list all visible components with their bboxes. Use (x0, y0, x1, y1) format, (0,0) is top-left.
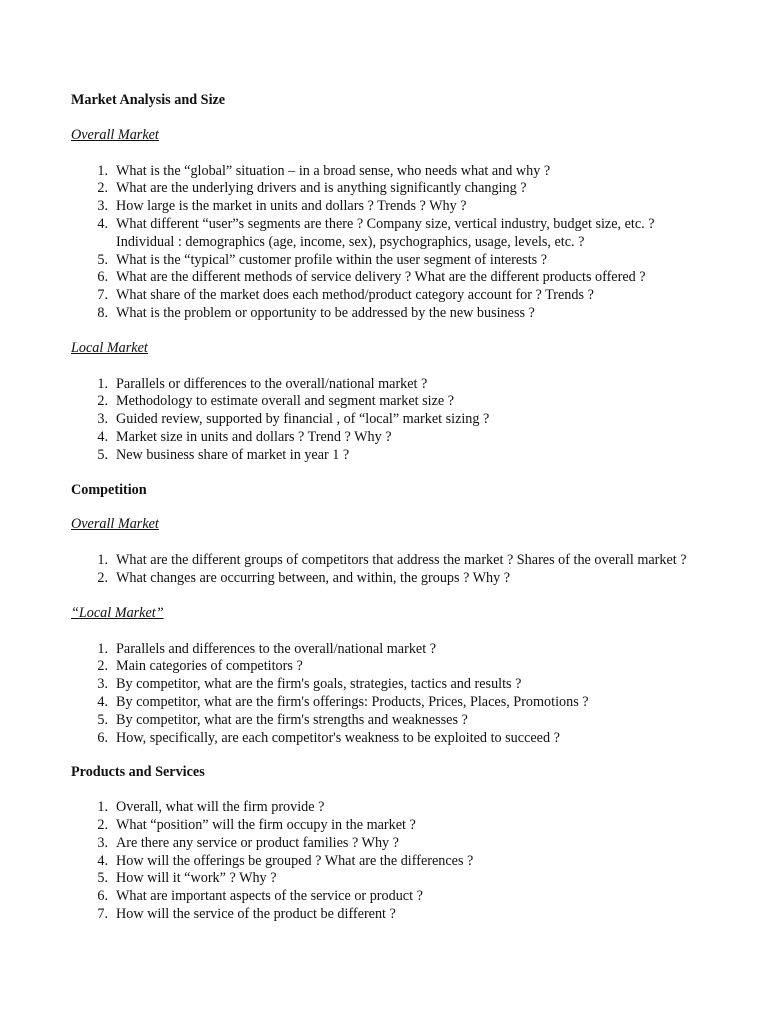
list-item-number: 6. (97, 888, 108, 905)
numbered-list (71, 163, 711, 323)
list-item-text: Are there any service or product families ? Why ? (116, 834, 399, 851)
list-item (71, 641, 711, 659)
list-item-text: What are the different methods of service delivery ? What are the different products offered ? (116, 269, 646, 286)
list-item (71, 429, 711, 447)
list-item-number: 7. (97, 905, 108, 922)
list-item (71, 163, 711, 181)
list-item-text: Parallels and differences to the overall/national market ? (116, 640, 437, 657)
list-item-text: How will it “work” ? Why ? (116, 870, 277, 887)
list-item-number: 1. (97, 799, 108, 816)
list-item-text: What are the different groups of competitors that address the market ? Shares of the overall market ? (116, 552, 687, 569)
list-item-number: 4. (97, 215, 108, 232)
list-item-number: 5. (97, 251, 108, 268)
list-item-text: What different “user”s segments are there ? Company size, vertical industry, budget size, etc. ? Individual : demographics (age, income, sex), psychographics, usage, levels, etc. ? (116, 215, 655, 250)
list-item (71, 552, 711, 570)
list-item-number: 2. (97, 180, 108, 197)
list-item-text: What share of the market does each method/product category account for ? Trends ? (116, 287, 594, 304)
list-item-number: 4. (97, 428, 108, 445)
section-heading: Competition (71, 481, 147, 498)
list-item (71, 570, 711, 588)
list-item (71, 906, 711, 924)
list-item-number: 4. (97, 852, 108, 869)
list-item-text: What are important aspects of the service or product ? (116, 888, 423, 905)
list-item (71, 658, 711, 676)
list-item-number: 2. (97, 393, 108, 410)
list-item-text: Guided review, supported by financial , of “local” market sizing ? (116, 411, 490, 428)
list-item-number: 3. (97, 676, 108, 693)
list-item (71, 694, 711, 712)
list-item (71, 393, 711, 411)
numbered-list (71, 376, 711, 465)
list-item (71, 411, 711, 429)
list-item-text: How will the offerings be grouped ? What are the differences ? (116, 852, 474, 869)
list-item (71, 447, 711, 465)
list-item-text: How will the service of the product be different ? (116, 905, 396, 922)
list-item-number: 3. (97, 411, 108, 428)
numbered-list (71, 799, 711, 924)
list-item-text: What is the “global” situation – in a broad sense, who needs what and why ? (116, 162, 551, 179)
subsection-heading: “Local Market” (71, 604, 164, 621)
list-item-number: 8. (97, 304, 108, 321)
subsection-heading: Overall Market (71, 126, 159, 143)
document-body (71, 92, 711, 941)
list-item-text: What “position” will the firm occupy in the market ? (116, 816, 416, 833)
list-item-text: Market size in units and dollars ? Trend ? Why ? (116, 428, 392, 445)
list-item-number: 2. (97, 816, 108, 833)
list-item (71, 799, 711, 817)
list-item (71, 305, 711, 323)
list-item (71, 730, 711, 748)
list-item (71, 252, 711, 270)
list-item-number: 3. (97, 198, 108, 215)
list-item-text: What is the problem or opportunity to be addressed by the new business ? (116, 304, 535, 321)
list-item-text: Parallels or differences to the overall/national market ? (116, 375, 428, 392)
list-item (71, 817, 711, 835)
list-item (71, 888, 711, 906)
list-item (71, 835, 711, 853)
list-item (71, 216, 711, 252)
list-item-number: 6. (97, 729, 108, 746)
list-item (71, 269, 711, 287)
list-item-text: What changes are occurring between, and within, the groups ? Why ? (116, 569, 511, 586)
numbered-list (71, 552, 711, 588)
list-item-number: 3. (97, 834, 108, 851)
list-item-text: By competitor, what are the firm's strengths and weaknesses ? (116, 711, 468, 728)
numbered-list (71, 641, 711, 748)
list-item-number: 4. (97, 693, 108, 710)
list-item-number: 1. (97, 375, 108, 392)
list-item (71, 180, 711, 198)
list-item (71, 198, 711, 216)
list-item-text: Overall, what will the firm provide ? (116, 799, 325, 816)
section-heading: Market Analysis and Size (71, 92, 226, 108)
list-item (71, 376, 711, 394)
list-item (71, 287, 711, 305)
list-item-number: 2. (97, 569, 108, 586)
subsection-heading: Local Market (71, 339, 148, 356)
list-item-text: By competitor, what are the firm's goals, strategies, tactics and results ? (116, 676, 522, 693)
list-item (71, 853, 711, 871)
list-item-number: 5. (97, 711, 108, 728)
list-item-number: 1. (97, 640, 108, 657)
list-item-number: 5. (97, 870, 108, 887)
list-item-text: What is the “typical” customer profile within the user segment of interests ? (116, 251, 548, 268)
list-item-text: How large is the market in units and dollars ? Trends ? Why ? (116, 198, 467, 215)
list-item-text: New business share of market in year 1 ? (116, 446, 350, 463)
list-item-number: 2. (97, 658, 108, 675)
list-item-text: By competitor, what are the firm's offerings: Products, Prices, Places, Promotions ? (116, 693, 589, 710)
list-item (71, 870, 711, 888)
list-item-text: Methodology to estimate overall and segment market size ? (116, 393, 455, 410)
section-heading: Products and Services (71, 764, 205, 781)
list-item (71, 712, 711, 730)
list-item-number: 6. (97, 269, 108, 286)
list-item (71, 676, 711, 694)
list-item-number: 1. (97, 162, 108, 179)
list-item-number: 5. (97, 446, 108, 463)
list-item-text: Main categories of competitors ? (116, 658, 303, 675)
list-item-number: 1. (97, 552, 108, 569)
list-item-number: 7. (97, 287, 108, 304)
list-item-text: What are the underlying drivers and is anything significantly changing ? (116, 180, 527, 197)
subsection-heading: Overall Market (71, 516, 159, 533)
list-item-text: How, specifically, are each competitor's weakness to be exploited to succeed ? (116, 729, 560, 746)
